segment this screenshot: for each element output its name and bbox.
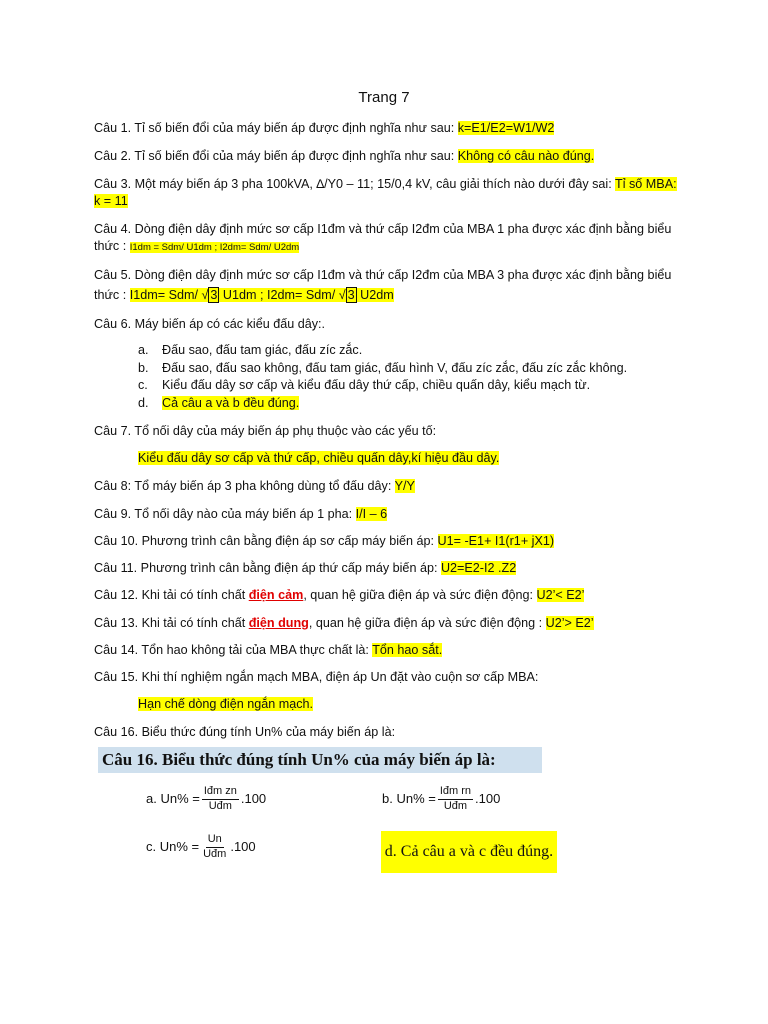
answer-part: U1dm ; I2dm= Sdm/ √ — [222, 288, 346, 302]
answer-part: I1dm= Sdm/ √ — [129, 288, 209, 302]
formula-label: a. Un% = — [146, 791, 200, 807]
question-text: Câu 8: Tổ máy biến áp 3 pha không dùng tổ đấu dây: — [94, 479, 395, 493]
formula-b — [382, 785, 500, 814]
fraction — [438, 785, 473, 814]
question-text: , quan hệ giữa điện áp và sức điện động : — [308, 616, 546, 630]
question-14 — [94, 643, 684, 659]
sqrt-box: 3 — [210, 288, 218, 302]
question-text: Câu 5. Dòng điện dây định mức sơ cấp I1đm và thứ cấp I2đm của MBA 3 pha được xác định bằng biểu thức : — [94, 268, 672, 302]
question-text: Câu 2. Tỉ số biến đổi của máy biến áp được định nghĩa như sau: — [94, 149, 458, 163]
fraction — [201, 833, 228, 862]
question-text: Câu 4. Dòng điện dây định mức sơ cấp I1đm và thứ cấp I2đm của MBA 1 pha được xác định bằng biểu thức : — [94, 222, 672, 253]
question-text: , quan hệ giữa điện áp và sức điện động: — [303, 588, 537, 602]
formula-tail: .100 — [475, 791, 501, 807]
question-text: Câu 14. Tổn hao không tải của MBA thực chất là: — [94, 643, 373, 657]
option-text: Kiểu đấu dây sơ cấp và kiểu đấu dây thứ cấp, chiều quấn dây, kiểu mạch từ. — [162, 378, 591, 393]
question-text: Câu 9. Tổ nối dây nào của máy biến áp 1 pha: — [94, 507, 356, 521]
formula-c — [146, 833, 256, 862]
page-title: Trang 7 — [358, 89, 410, 106]
option-letter: d. — [138, 396, 149, 411]
answer-highlight: U2’< E2’ — [536, 588, 585, 602]
option-letter: a. — [138, 343, 149, 357]
answer-highlight: Không có câu nào đúng. — [457, 149, 595, 163]
formula-label: b. Un% = — [382, 791, 436, 807]
question-1 — [94, 121, 684, 137]
question-8 — [94, 479, 684, 495]
question-16 — [94, 725, 684, 741]
question-10 — [94, 534, 684, 550]
option-a — [138, 343, 698, 359]
emphasis-text: điện cảm — [248, 588, 304, 602]
answer-highlight: U1= -E1+ I1(r1+ jX1) — [437, 534, 555, 548]
formula-tail: .100 — [240, 791, 267, 807]
option-b — [138, 361, 698, 377]
question-text: Câu 3. Một máy biến áp 3 pha 100kVA, ∆/Y0 – 11; 15/0,4 kV, câu giải thích nào dưới đây sai: — [94, 177, 616, 191]
answer-highlight: I1dm = Sdm/ U1dm ; I2dm= Sdm/ U2dm — [129, 242, 300, 253]
numerator: Iđm rn — [438, 785, 473, 800]
question-12 — [94, 588, 684, 604]
fraction — [202, 785, 239, 814]
answer-highlight: Tổn hao sắt. — [372, 643, 443, 657]
numerator: Iđm zn — [202, 785, 239, 800]
image-title: Câu 16. Biểu thức đúng tính Un% của máy biến áp là: — [98, 747, 542, 773]
question-5 — [94, 265, 684, 305]
numerator: Un — [206, 833, 224, 848]
answer-highlight: Kiểu đấu dây sơ cấp và thứ cấp, chiều quấn dây,kí hiệu đầu dây. — [138, 451, 500, 465]
answer-highlight: U2’> E2’ — [545, 616, 594, 630]
denominator: Uđm — [208, 799, 232, 812]
question-text: Câu 13. Khi tải có tính chất — [94, 616, 249, 630]
sqrt-box: 3 — [347, 288, 355, 302]
question-text: Câu 6. Máy biến áp có các kiểu đấu dây:. — [94, 317, 326, 331]
formula-a — [146, 785, 266, 814]
question-11 — [94, 561, 684, 577]
question-2 — [94, 149, 684, 165]
question-16-image — [94, 745, 574, 885]
question-6 — [94, 317, 684, 333]
option-text: Đấu sao, đấu sao không, đấu tam giác, đấu hình V, đấu zíc zắc, đấu zíc zắc không. — [162, 360, 628, 375]
denominator: Uđm — [443, 799, 468, 812]
question-text: Câu 1. Tỉ số biến đổi của máy biến áp được định nghĩa như sau: — [94, 121, 458, 135]
question-text: Câu 10. Phương trình cân bằng điện áp sơ cấp máy biến áp: — [94, 534, 438, 548]
emphasis-text: điện dung — [248, 616, 309, 630]
question-text: Câu 16. Biểu thức đúng tính Un% của máy biến áp là: — [94, 725, 396, 739]
denominator: Uđm — [203, 847, 227, 860]
answer-highlight — [130, 288, 394, 302]
answer-highlight: Tỉ số MBA: k = 11 — [94, 177, 677, 208]
question-13 — [94, 616, 684, 632]
answer-d-highlight: d. Cả câu a và c đều đúng. — [381, 831, 557, 873]
option-letter: b. — [138, 360, 149, 375]
question-text: Câu 15. Khi thí nghiệm ngắn mạch MBA, điện áp Un đặt vào cuộn sơ cấp MBA: — [94, 670, 539, 684]
option-text: Cả câu a và b đều đúng. — [162, 396, 300, 411]
option-letter: c. — [138, 378, 148, 393]
option-c — [138, 378, 698, 394]
formula-label: c. Un% = — [146, 839, 200, 855]
option-d — [138, 396, 698, 412]
question-4 — [94, 221, 684, 256]
answer-line — [138, 451, 499, 467]
question-text: Câu 11. Phương trình cân bằng điện áp thứ cấp máy biến áp: — [94, 561, 441, 575]
question-7 — [94, 424, 684, 440]
question-text: Câu 12. Khi tải có tính chất — [94, 588, 249, 602]
option-text: Đấu sao, đấu tam giác, đấu zíc zắc. — [162, 343, 363, 357]
question-text: Câu 7. Tổ nối dây của máy biến áp phụ thuộc vào các yếu tố: — [94, 424, 437, 438]
question-3 — [94, 176, 684, 210]
answer-highlight: I/I – 6 — [355, 507, 388, 521]
answer-highlight: U2=E2-I2 .Z2 — [440, 561, 517, 575]
answer-line — [138, 697, 313, 713]
answer-part: U2dm — [360, 288, 394, 302]
option-list — [138, 343, 698, 414]
answer-highlight: Y/Y — [394, 479, 415, 493]
answer-highlight: k=E1/E2=W1/W2 — [457, 121, 555, 135]
answer-highlight: Hạn chế dòng điện ngắn mạch. — [138, 697, 314, 711]
formula-tail: .100 — [230, 839, 256, 855]
question-15 — [94, 670, 684, 686]
question-9 — [94, 507, 684, 523]
